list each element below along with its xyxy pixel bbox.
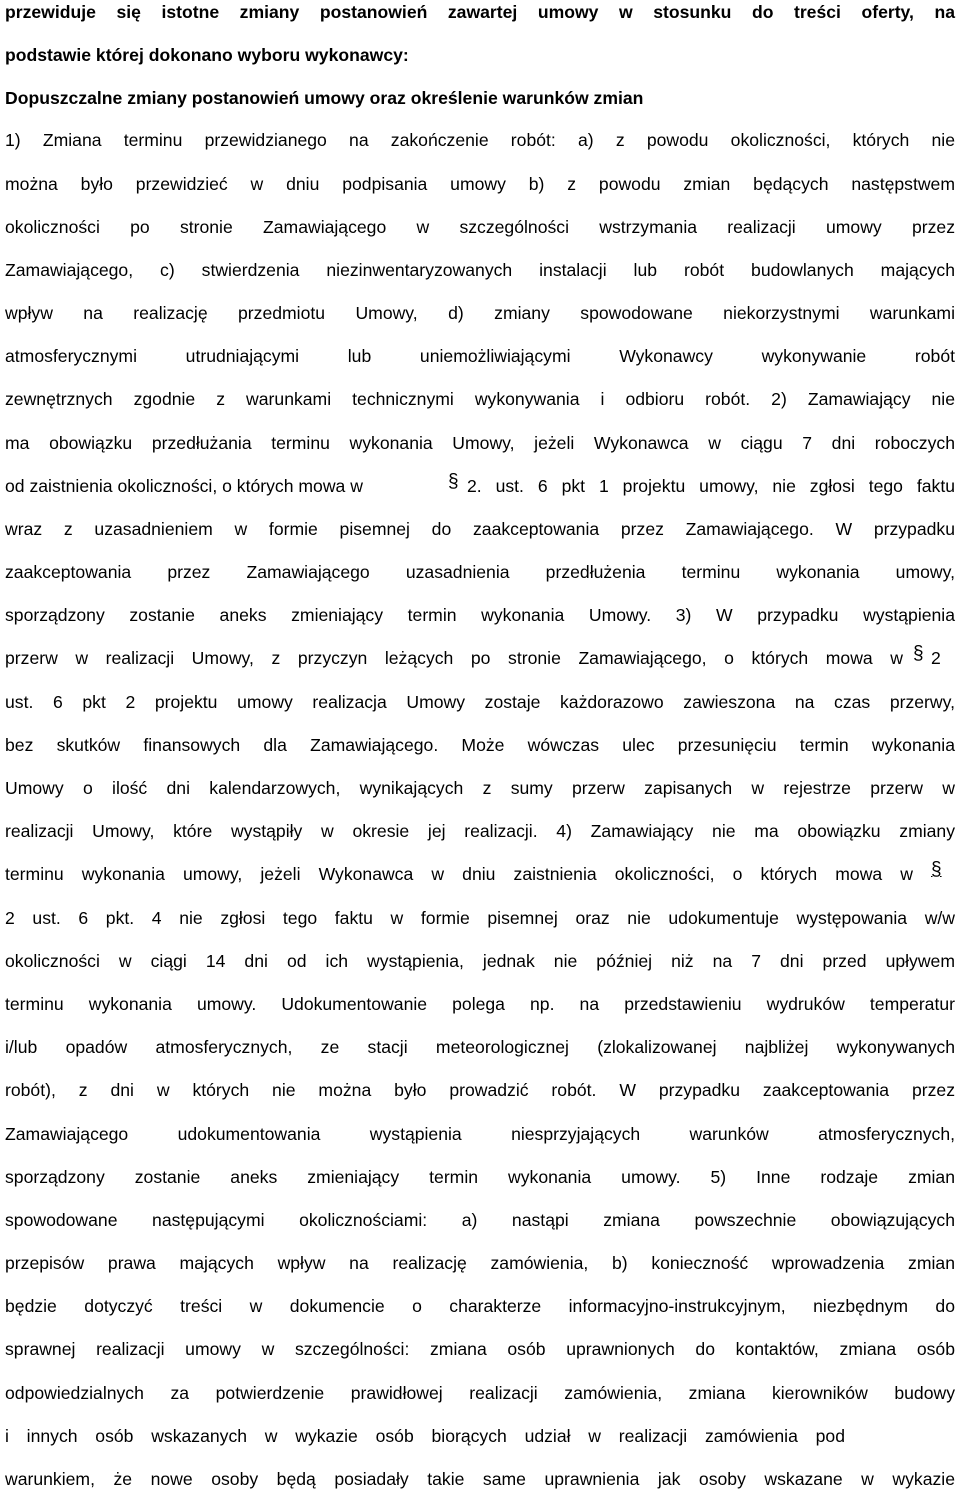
text-line-35: warunkiem, że nowe osoby będą posiadały takie same uprawnienia jak osoby wskazane w wykazie — [5, 1469, 955, 1489]
text-line-7: Zamawiającego, c) stwierdzenia niezinwentaryzowanych instalacji lub robót budowlanych mających — [5, 260, 955, 280]
text-line-14: zaakceptowania przez Zamawiającego uzasadnienia przedłużenia terminu wykonania umowy, — [5, 562, 955, 582]
text-line-8: wpływ na realizację przedmiotu Umowy, d) zmiany spowodowane niekorzystnymi warunkami — [5, 303, 955, 323]
section-sign: § — [913, 643, 924, 664]
text-line-28: sporządzony zostanie aneks zmieniający termin wykonania umowy. 5) Inne rodzaje zmian — [5, 1167, 955, 1187]
text-line-13: wraz z uzasadnieniem w formie pisemnej do zaakceptowania przez Zamawiającego. W przypadku — [5, 519, 955, 539]
text-line-29: spowodowane następującymi okolicznościami: a) nastąpi zmiana powszechnie obowiązujących — [5, 1210, 955, 1230]
heading-line-2: podstawie której dokonano wyboru wykonawcy: — [5, 45, 409, 65]
text-line-11: ma obowiązku przedłużania terminu wykonania Umowy, jeżeli Wykonawca w ciągu 7 dni roboczych — [5, 433, 955, 453]
text-line-23: okoliczności w ciągi 14 dni od ich wystąpienia, jednak nie później niż na 7 dni przed upływem — [5, 951, 955, 971]
text-line-27: Zamawiającego udokumentowania wystąpienia niesprzyjających warunków atmosferycznych, — [5, 1124, 955, 1144]
text-line-18: bez skutków finansowych dla Zamawiającego. Może wówczas ulec przesunięciu termin wykonania — [5, 735, 955, 755]
text-line-21: terminu wykonania umowy, jeżeli Wykonawca w dniu zaistnienia okoliczności, o których mowa w — [5, 864, 913, 884]
text-line-12a: od zaistnienia okoliczności, o których mowa w — [5, 476, 363, 496]
text-line-32: sprawnej realizacji umowy w szczególności: zmiana osób uprawnionych do kontaktów, zmiana osób — [5, 1339, 955, 1359]
text-line-24: terminu wykonania umowy. Udokumentowanie polega np. na przedstawieniu wydruków temperatur — [5, 994, 955, 1014]
heading-line-1: przewiduje się istotne zmiany postanowień zawartej umowy w stosunku do treści oferty, na — [5, 2, 955, 22]
text-line-6: okoliczności po stronie Zamawiającego w szczególności wstrzymania realizacji umowy przez — [5, 217, 955, 237]
text-line-12b: 2. ust. 6 pkt 1 projektu umowy, nie zgłosi tego faktu — [467, 476, 955, 496]
section-title: Dopuszczalne zmiany postanowień umowy oraz określenie warunków zmian — [5, 88, 644, 108]
text-line-25: i/lub opadów atmosferycznych, ze stacji meteorologicznej (zlokalizowanej najbliżej wykonywanych — [5, 1037, 955, 1057]
text-line-20: realizacji Umowy, które wystąpiły w okresie jej realizacji. 4) Zamawiający nie ma obowiązku zmiany — [5, 821, 955, 841]
text-line-22: 2 ust. 6 pkt. 4 nie zgłosi tego faktu w formie pisemnej oraz nie udokumentuje występowania w/w — [5, 908, 955, 928]
text-line-30: przepisów prawa mających wpływ na realizację zamówienia, b) konieczność wprowadzenia zmian — [5, 1253, 955, 1273]
text-line-34: i innych osób wskazanych w wykazie osób biorących udział w realizacji zamówienia pod — [5, 1426, 845, 1446]
text-line-16b: 2 — [931, 648, 941, 668]
text-line-19: Umowy o ilość dni kalendarzowych, wynikających z sumy przerw zapisanych w rejestrze przerw w — [5, 778, 955, 798]
text-line-4: 1) Zmiana terminu przewidzianego na zakończenie robót: a) z powodu okoliczności, których nie — [5, 130, 955, 150]
text-line-26: robót), z dni w których nie można było prowadzić robót. W przypadku zaakceptowania przez — [5, 1080, 955, 1100]
section-sign: § — [448, 471, 459, 492]
text-line-16a: przerw w realizacji Umowy, z przyczyn leżących po stronie Zamawiającego, o których mowa w — [5, 648, 903, 668]
text-line-33: odpowiedzialnych za potwierdzenie prawidłowej realizacji zamówienia, zmiana kierowników budowy — [5, 1383, 955, 1403]
section-sign-underlined: § — [931, 859, 942, 880]
text-line-17: ust. 6 pkt 2 projektu umowy realizacja Umowy zostaje każdorazowo zawieszona na czas przerwy, — [5, 692, 955, 712]
text-line-15: sporządzony zostanie aneks zmieniający termin wykonania Umowy. 3) W przypadku wystąpienia — [5, 605, 955, 625]
text-line-5: można było przewidzieć w dniu podpisania umowy b) z powodu zmian będących następstwem — [5, 174, 955, 194]
text-line-31: będzie dotyczyć treści w dokumencie o charakterze informacyjno-instrukcyjnym, niezbędnym do — [5, 1296, 955, 1316]
text-line-10: zewnętrznych zgodnie z warunkami technicznymi wykonywania i odbioru robót. 2) Zamawiający nie — [5, 389, 955, 409]
text-line-9: atmosferycznymi utrudniającymi lub uniemożliwiającymi Wykonawcy wykonywanie robót — [5, 346, 955, 366]
